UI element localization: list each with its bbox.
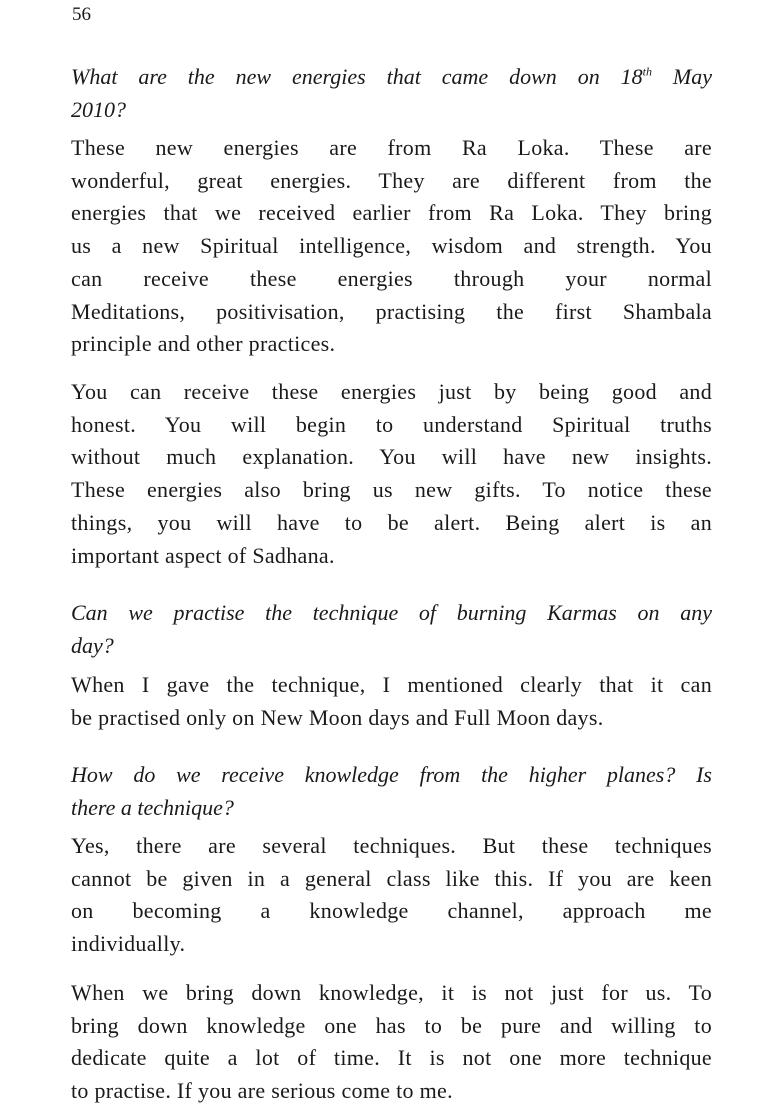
text-line: can receive these energies through your normal (71, 265, 712, 291)
text-line: honest. You will begin to understand Spiritual truths (71, 411, 712, 437)
text-line: things, you will have to be alert. Being alert is an (71, 509, 712, 535)
text-line: These new energies are from Ra Loka. These are (71, 135, 712, 160)
text-line: to practise. If you are serious come to me. (71, 1078, 453, 1104)
text-line: How do we receive knowledge from the higher planes? Is (71, 762, 712, 787)
text-line: individually. (71, 931, 186, 957)
text-line: there a technique? (71, 794, 234, 820)
page-number: 56 (72, 4, 91, 25)
text-line: be practised only on New Moon days and Full Moon days. (71, 704, 604, 730)
question-1-text: May (651, 64, 713, 89)
question-1 (71, 61, 712, 126)
text-line: energies that we received earlier from Ra Loka. They bring (71, 200, 712, 226)
question-2 (71, 597, 712, 662)
text-line: When I gave the technique, I mentioned clearly that it can (71, 672, 712, 697)
question-1-text: What are the new energies that came down on 18 (71, 64, 643, 89)
answer-1-para-2 (71, 376, 712, 572)
question-3 (71, 759, 712, 824)
text-line: bring down knowledge one has to be pure and willing to (71, 1012, 712, 1038)
text-line: on becoming a knowledge channel, approach me (71, 898, 712, 924)
text-line: You can receive these energies just by being good and (71, 379, 712, 404)
text-line: important aspect of Sadhana. (71, 542, 335, 568)
answer-1-para-1 (71, 132, 712, 361)
question-1-line: 2010? (71, 96, 126, 122)
text-line: us a new Spiritual intelligence, wisdom and strength. You (71, 233, 712, 259)
text-line: Can we practise the technique of burning Karmas on any (71, 600, 712, 625)
text-line: principle and other practices. (71, 331, 336, 357)
text-line: without much explanation. You will have new insights. (71, 444, 712, 470)
text-line: dedicate quite a lot of time. It is not one more technique (71, 1045, 712, 1071)
answer-3-para-2 (71, 977, 712, 1108)
answer-3-para-1 (71, 830, 712, 961)
question-1-line (71, 61, 712, 94)
ordinal-suffix: th (642, 64, 652, 79)
text-line: Yes, there are several techniques. But these techniques (71, 833, 712, 858)
text-line: When we bring down knowledge, it is not just for us. To (71, 980, 712, 1005)
text-line: These energies also bring us new gifts. To notice these (71, 477, 712, 503)
text-line: Meditations, positivisation, practising the first Shambala (71, 298, 712, 324)
text-line: wonderful, great energies. They are different from the (71, 167, 712, 193)
answer-2 (71, 669, 712, 734)
text-line: cannot be given in a general class like this. If you are keen (71, 865, 712, 891)
text-line: day? (71, 632, 114, 658)
